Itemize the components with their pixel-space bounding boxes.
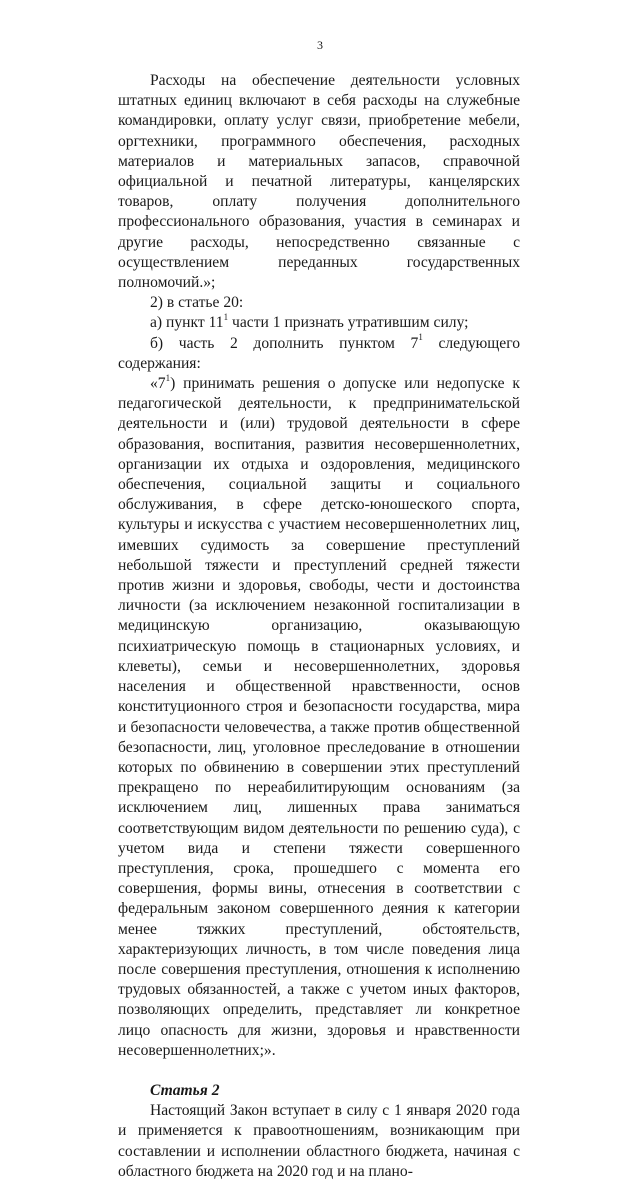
document-body [118, 71, 520, 1182]
article-2-paragraph: Настоящий Закон вступает в силу с 1 января 2020 года и применяется к правоотношениям, возникающим при составлении и исполнении областного бюджета, начиная с областного бюджета на 2020 год и на плано- [118, 1102, 520, 1180]
point-7-1-number: «7 [150, 375, 166, 393]
paragraph-point-7-1 [118, 374, 520, 1061]
item-a-text: а) пункт 11 [150, 314, 224, 332]
item-b-rest: следующего содержания: [118, 334, 520, 372]
item-b [118, 334, 520, 374]
point-7-1-text: ) принимать решения о допуске или недопуске к педагогической деятельности, к предпринимательской деятельности и (или) трудовой деятельности в сфере образования, воспитания, развития несовершеннолетних, организации их отдыха и оздоровления, медицинского обеспечения, социальной защиты и социального обслуживания, в сфере детско-юношеского спорта, культуры и искусства с участием несовершеннолетних лиц, имевших судимость за совершение преступлений небольшой тяжести и преступлений средней тяжести против жизни и здоровья, свободы, чести и достоинства личности (за исключением незаконной госпитализации в медицинскую организацию, оказывающую психиатрическую помощь в стационарных условиях, и клеветы), семьи и несовершеннолетних, здоровья населения и общественной нравственности, основ конституционного строя и безопасности государства, мира и безопасности человечества, а также против общественной безопасности, лиц, уголовное преследование в отношении которых по обвинению в совершении этих преступлений прекращено по нереабилитирующим основаниям (за исключением лиц, лишенных права заниматься соответствующим видом деятельности по решению суда), с учетом вида и степени тяжести совершенного преступления, срока, прошедшего с момента его совершения, формы вины, отнесения в соответствии с федеральным законом совершенного деяния к категории менее тяжких преступлений, обстоятельств, характеризующих личность, в том числе поведения лица после совершения преступления, отношения к исполнению трудовых обязанностей, а также с учетом иных факторов, позволяющих определить, представляет ли конкретное лицо опасность для жизни, здоровья и нравственности несовершеннолетних;». [118, 375, 520, 1059]
item-2: 2) в статье 20: [150, 294, 244, 312]
item-a [118, 313, 520, 333]
article-2-heading: Статья 2 [150, 1081, 220, 1099]
page-number: 3 [317, 38, 323, 52]
point-7-1-superscript: 1 [165, 372, 171, 383]
item-a-rest: части 1 признать утратившим силу; [228, 314, 469, 332]
item-a-superscript: 1 [223, 312, 229, 323]
item-b-text: б) часть 2 дополнить пунктом 7 [150, 334, 419, 352]
paragraph-expenses: Расходы на обеспечение деятельности условных штатных единиц включают в себя расходы на служебные командировки, оплату услуг связи, приобретение мебели, оргтехники, программного обеспечения, расходных материалов и материальных запасов, справочной официальной и печатной литературы, канцелярских товаров, оплату получения дополнительного профессионального образования, участия в семинарах и другие расходы, непосредственно связанные с осуществлением переданных государственных полномочий.»; [118, 72, 520, 292]
item-b-superscript: 1 [418, 332, 423, 343]
